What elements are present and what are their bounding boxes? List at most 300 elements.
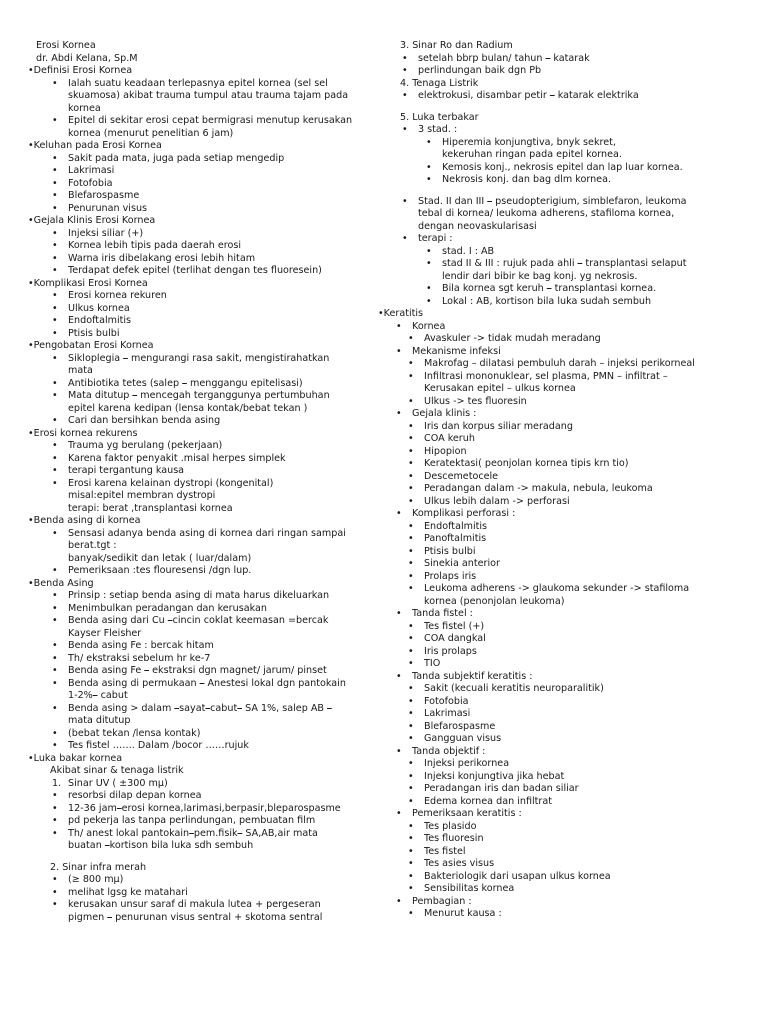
line-text: terapi : xyxy=(418,233,453,244)
text-line xyxy=(378,321,750,334)
text-line xyxy=(378,124,750,137)
line-text: Edema kornea dan infiltrat xyxy=(424,795,552,807)
line-text: Tanda subjektif keratitis : xyxy=(412,670,533,682)
text-line xyxy=(378,746,750,759)
bullet-marker: • xyxy=(408,770,414,782)
text-line xyxy=(378,733,750,746)
line-text: Panoftalmitis xyxy=(424,533,487,544)
line-text: Mata ditutup ⎯ mencegah terganggunya pertumbuhan xyxy=(68,390,330,401)
text-line xyxy=(28,653,370,666)
text-line xyxy=(378,258,750,271)
section-heading xyxy=(28,65,370,78)
bullet-marker: • xyxy=(396,608,402,619)
line-text: pigmen ⎯ penurunan visus sentral + skotoma sentral xyxy=(68,911,323,923)
line-text: stad II & III : rujuk pada ahli ⎯ transplantasi selaput xyxy=(442,258,687,269)
text-line xyxy=(378,358,750,371)
line-text: Kayser Fleisher xyxy=(68,627,142,639)
text-line xyxy=(378,196,750,209)
bullet-marker: • xyxy=(52,440,58,451)
line-text: Iris prolaps xyxy=(424,645,477,657)
text-line xyxy=(28,390,370,403)
bullet-marker: • xyxy=(396,895,402,907)
bullet-marker: • xyxy=(408,433,414,444)
text-line xyxy=(378,271,750,284)
text-line xyxy=(378,283,750,296)
line-text: setelah bbrp bulan/ tahun ⎯ katarak xyxy=(418,52,590,64)
text-line xyxy=(28,603,370,616)
bullet-marker: • xyxy=(52,315,58,326)
text-line xyxy=(378,608,750,621)
bullet-marker: • xyxy=(402,195,408,207)
bullet-marker: • xyxy=(52,415,58,426)
line-text: •Keluhan pada Erosi Kornea xyxy=(28,140,162,151)
bullet-marker: • xyxy=(52,565,58,576)
bullet-marker: • xyxy=(52,652,58,664)
bullet-marker: • xyxy=(408,420,414,432)
text-line xyxy=(28,440,370,453)
text-line xyxy=(378,596,750,609)
bullet-marker: • xyxy=(52,452,58,464)
line-text: mata ditutup xyxy=(68,715,131,726)
text-line xyxy=(28,615,370,628)
line-text: resorbsi dilap depan kornea xyxy=(68,790,202,801)
line-text: Fotofobia xyxy=(68,177,113,189)
line-text: Komplikasi perforasi : xyxy=(412,508,516,519)
bullet-marker: • xyxy=(408,583,414,594)
text-line xyxy=(378,858,750,871)
bullet-marker: • xyxy=(52,152,58,164)
text-line xyxy=(378,496,750,509)
text-line xyxy=(28,453,370,466)
line-text: Bila kornea sgt keruh ⎯ transplantasi kornea. xyxy=(442,283,657,294)
bullet-marker: • xyxy=(408,395,414,407)
bullet-marker: • xyxy=(408,620,414,632)
text-line xyxy=(378,246,750,259)
text-line xyxy=(28,40,370,53)
line-text: •Benda asing di kornea xyxy=(28,515,141,526)
text-line xyxy=(28,565,370,578)
text-line xyxy=(28,887,370,900)
line-text: buatan ⎯kortison bila luka sdh sembuh xyxy=(68,840,254,851)
bullet-marker: • xyxy=(52,377,58,389)
text-line xyxy=(378,208,750,221)
text-line xyxy=(28,153,370,166)
line-text: Tes fistel xyxy=(424,845,466,857)
bullet-marker: • xyxy=(52,177,58,189)
bullet-marker: 1. xyxy=(52,777,62,789)
bullet-marker: • xyxy=(408,545,414,557)
line-text: Th/ ekstraksi sebelum hr ke-7 xyxy=(68,652,211,664)
line-text: Lakrimasi xyxy=(68,165,115,176)
line-text: Th/ anest lokal pantokain⎯pem.fisik⎯ SA,AB,air mata xyxy=(68,827,318,839)
bullet-marker: • xyxy=(408,683,414,694)
line-text: Kerusakan epitel – ulkus kornea xyxy=(424,383,576,394)
bullet-marker: • xyxy=(408,370,414,382)
bullet-marker: • xyxy=(52,702,58,714)
bullet-marker: • xyxy=(408,483,414,494)
text-line xyxy=(28,53,370,66)
line-text: Endoftalmitis xyxy=(68,315,132,326)
line-text: Tes fluoresin xyxy=(424,833,484,844)
text-line xyxy=(378,174,750,187)
text-line xyxy=(378,583,750,596)
line-text: Sakit pada mata, juga pada setiap mengedip xyxy=(68,152,285,164)
line-text: Endoftalmitis xyxy=(424,520,488,532)
bullet-marker: • xyxy=(52,665,58,676)
bullet-marker: • xyxy=(408,333,414,344)
line-text: 5. Luka terbakar xyxy=(400,111,479,123)
text-line xyxy=(378,521,750,534)
line-text: Benda asing > dalam ⎯sayat⎯cabut⎯ SA 1%, salep AB ⎯ xyxy=(68,702,332,714)
text-line xyxy=(28,203,370,216)
text-line xyxy=(28,353,370,366)
text-line xyxy=(378,771,750,784)
bullet-marker: • xyxy=(408,833,414,844)
text-line xyxy=(28,862,370,875)
text-line xyxy=(378,78,750,91)
bullet-marker: • xyxy=(52,815,58,826)
line-text: Cari dan bersihkan benda asing xyxy=(68,415,221,426)
line-text: Nekrosis konj. dan bag dlm kornea. xyxy=(442,174,612,185)
line-text: 1-2%⎯ cabut xyxy=(68,690,128,701)
text-line xyxy=(378,721,750,734)
bullet-marker: • xyxy=(52,615,58,626)
bullet-marker: • xyxy=(52,677,58,689)
text-line xyxy=(28,874,370,887)
line-text: Tes plasido xyxy=(424,820,477,832)
line-text: dr. Abdi Kelana, Sp.M xyxy=(36,52,138,64)
text-line xyxy=(28,465,370,478)
bullet-marker: • xyxy=(402,90,408,101)
line-text: (≥ 800 mµ) xyxy=(68,874,124,885)
text-line xyxy=(378,65,750,78)
text-line xyxy=(28,290,370,303)
line-text: Penurunan visus xyxy=(68,202,148,214)
line-text: Pembagian : xyxy=(412,895,472,907)
text-line xyxy=(28,740,370,753)
bullet-marker: • xyxy=(408,783,414,794)
line-text: terapi tergantung kausa xyxy=(68,465,185,476)
text-line xyxy=(378,221,750,234)
line-text: Warna iris dibelakang erosi lebih hitam xyxy=(68,252,256,264)
text-line xyxy=(378,908,750,921)
line-text: Tes asies visus xyxy=(424,858,495,869)
bullet-marker: • xyxy=(408,870,414,882)
line-text: COA keruh xyxy=(424,433,475,444)
bullet-marker: • xyxy=(408,633,414,644)
bullet-marker: • xyxy=(396,508,402,519)
line-text: Sensasi adanya benda asing di kornea dari ringan sampai xyxy=(68,527,346,539)
text-line xyxy=(28,78,370,91)
text-line xyxy=(378,446,750,459)
line-text: Stad. II dan III ⎯ pseudopterigium, simblefaron, leukoma xyxy=(418,195,687,207)
text-line xyxy=(378,821,750,834)
line-text: 2. Sinar infra merah xyxy=(50,861,147,873)
text-line xyxy=(28,128,370,141)
line-text: Mekanisme infeksi xyxy=(412,345,501,357)
bullet-marker: • xyxy=(408,883,414,894)
line-text: dengan neovaskularisasi xyxy=(418,220,537,232)
text-line xyxy=(378,162,750,175)
line-text: terapi: berat ,transplantasi kornea xyxy=(68,502,233,514)
text-line xyxy=(28,190,370,203)
line-text: Gejala klinis : xyxy=(412,408,477,419)
bullet-marker: • xyxy=(52,327,58,339)
text-line xyxy=(28,640,370,653)
text-line xyxy=(28,228,370,241)
line-text: Infiltrasi mononuklear, sel plasma, PMN – infiltrat – xyxy=(424,370,668,382)
line-text: Prolaps iris xyxy=(424,570,477,582)
text-line xyxy=(28,478,370,491)
text-line xyxy=(378,621,750,634)
text-line xyxy=(28,690,370,703)
line-text: melihat lgsg ke matahari xyxy=(68,886,188,898)
bullet-marker: • xyxy=(408,470,414,482)
text-line xyxy=(28,703,370,716)
text-line xyxy=(378,696,750,709)
text-line xyxy=(378,90,750,103)
line-text: Injeksi siliar (+) xyxy=(68,227,144,239)
line-text: kornea (menurut penelitian 6 jam) xyxy=(68,127,234,139)
bullet-marker: • xyxy=(408,495,414,507)
line-text: Peradangan iris dan badan siliar xyxy=(424,783,579,794)
bullet-marker: • xyxy=(52,874,58,885)
text-line xyxy=(28,403,370,416)
text-line xyxy=(28,490,370,503)
text-line xyxy=(28,899,370,912)
text-line xyxy=(28,778,370,791)
line-text: banyak/sedikit dan letak ( luar/dalam) xyxy=(68,552,252,564)
line-text: Blefarospasme xyxy=(68,190,140,201)
bullet-marker: • xyxy=(408,733,414,744)
bullet-marker: • xyxy=(52,302,58,314)
line-text: Benda asing di permukaan ⎯ Anestesi lokal dgn pantokain xyxy=(68,677,346,689)
text-line xyxy=(28,790,370,803)
bullet-marker: • xyxy=(52,602,58,614)
text-line xyxy=(378,833,750,846)
text-line xyxy=(28,540,370,553)
line-text: Leukoma adherens -> glaukoma sekunder -> stafiloma xyxy=(424,583,690,594)
text-line xyxy=(28,378,370,391)
text-line xyxy=(28,503,370,516)
text-line xyxy=(28,415,370,428)
line-text: 12-36 jam⎯erosi kornea,larimasi,berpasir,bleparospasme xyxy=(68,802,341,814)
text-line xyxy=(378,408,750,421)
line-text: Tanda fistel : xyxy=(412,608,473,619)
bullet-marker: • xyxy=(52,240,58,251)
line-text: Ulkus kornea xyxy=(68,302,130,314)
text-line xyxy=(378,433,750,446)
line-text: Benda asing dari Cu ⎯cincin coklat keemasan =bercak xyxy=(68,615,329,626)
bullet-marker: • xyxy=(408,695,414,707)
line-text: Fotofobia xyxy=(424,695,469,707)
section-heading xyxy=(378,308,750,321)
line-text: 4. Tenaga Listrik xyxy=(400,77,479,89)
line-text: mata xyxy=(68,365,93,376)
bullet-marker: • xyxy=(52,352,58,364)
bullet-marker: • xyxy=(52,827,58,839)
text-line xyxy=(378,571,750,584)
bullet-marker: • xyxy=(52,290,58,301)
bullet-marker: • xyxy=(408,520,414,532)
right-column xyxy=(378,40,750,921)
bullet-marker: • xyxy=(408,758,414,769)
section-heading xyxy=(28,140,370,153)
text-line xyxy=(378,558,750,571)
line-text: •Pengobatan Erosi Kornea xyxy=(28,340,154,351)
text-line xyxy=(378,383,750,396)
text-line xyxy=(28,240,370,253)
bullet-marker: • xyxy=(408,820,414,832)
line-text: Menurut kausa : xyxy=(424,908,502,919)
line-text: Pemeriksaan keratitis : xyxy=(412,808,522,819)
bullet-marker: • xyxy=(408,858,414,869)
bullet-marker: • xyxy=(408,445,414,457)
bullet-marker: • xyxy=(52,190,58,201)
bullet-marker: • xyxy=(402,233,408,244)
text-line xyxy=(378,233,750,246)
line-text: tebal di kornea/ leukoma adherens, stafiloma kornea, xyxy=(418,208,675,219)
bullet-marker: • xyxy=(52,115,58,126)
line-text: Sinar UV ( ±300 mµ) xyxy=(68,777,168,789)
bullet-marker: • xyxy=(408,908,414,919)
text-line xyxy=(378,346,750,359)
text-line xyxy=(378,333,750,346)
bullet-marker: • xyxy=(396,745,402,757)
line-text: kornea (penonjolan leukoma) xyxy=(424,595,565,607)
line-text: Iris dan korpus siliar meradang xyxy=(424,420,573,432)
text-line xyxy=(28,365,370,378)
bullet-marker: • xyxy=(426,161,432,173)
bullet-marker: • xyxy=(52,527,58,539)
line-text: Terdapat defek epitel (terlihat dengan tes fluoresein) xyxy=(68,265,322,276)
text-line xyxy=(28,103,370,116)
bullet-marker: • xyxy=(52,640,58,651)
line-text: Kornea xyxy=(412,320,446,332)
line-text: perlindungan baik dgn Pb xyxy=(418,65,542,76)
line-text: •Gejala Klinis Erosi Kornea xyxy=(28,215,156,226)
text-line xyxy=(28,315,370,328)
text-line xyxy=(378,671,750,684)
line-text: Gangguan visus xyxy=(424,733,502,744)
line-text: Ulkus -> tes fluoresin xyxy=(424,395,527,407)
line-text: Blefarospasme xyxy=(424,720,496,732)
text-line xyxy=(378,683,750,696)
text-line xyxy=(28,628,370,641)
text-line xyxy=(378,533,750,546)
line-text: Antibiotika tetes (salep ⎯ menggangu epitelisasi) xyxy=(68,377,303,389)
line-text: Karena faktor penyakit .misal herpes simplek xyxy=(68,452,286,464)
line-text: Bakteriologik dari usapan ulkus kornea xyxy=(424,870,611,882)
text-line xyxy=(28,590,370,603)
section-heading xyxy=(28,753,370,766)
bullet-marker: • xyxy=(52,202,58,214)
spacer xyxy=(378,187,750,196)
line-text: kekeruhan ringan pada epitel kornea. xyxy=(442,149,622,160)
bullet-marker: • xyxy=(52,390,58,401)
line-text: COA dangkal xyxy=(424,633,486,644)
bullet-marker: • xyxy=(426,258,432,269)
text-line xyxy=(28,303,370,316)
text-line xyxy=(28,328,370,341)
line-text: kornea xyxy=(68,102,101,114)
text-line xyxy=(378,658,750,671)
line-text: kerusakan unsur saraf di makula lutea + pergeseran xyxy=(68,899,321,910)
bullet-marker: • xyxy=(52,227,58,239)
bullet-marker: • xyxy=(52,265,58,276)
text-line xyxy=(378,883,750,896)
line-text: Hipopion xyxy=(424,445,467,457)
text-line xyxy=(28,253,370,266)
section-heading xyxy=(28,215,370,228)
text-line xyxy=(28,553,370,566)
line-text: Sakit (kecuali keratitis neuroparalitik) xyxy=(424,683,604,694)
text-line xyxy=(378,149,750,162)
line-text: (bebat tekan /lensa kontak) xyxy=(68,727,201,739)
bullet-marker: • xyxy=(408,358,414,369)
bullet-marker: • xyxy=(408,533,414,544)
line-text: misal:epitel membran dystropi xyxy=(68,490,216,501)
bullet-marker: • xyxy=(426,136,432,148)
text-line xyxy=(378,112,750,125)
line-text: Injeksi perikornea xyxy=(424,758,510,769)
line-text: Menimbulkan peradangan dan kerusakan xyxy=(68,602,267,614)
line-text: •Erosi kornea rekurens xyxy=(28,427,138,439)
bullet-marker: • xyxy=(52,740,58,751)
line-text: Pemeriksaan :tes flouresensi /dgn lup. xyxy=(68,565,252,576)
bullet-marker: • xyxy=(52,77,58,89)
spacer xyxy=(378,103,750,112)
text-line xyxy=(378,646,750,659)
bullet-marker: • xyxy=(426,295,432,307)
line-text: 3. Sinar Ro dan Radium xyxy=(400,40,513,51)
line-text: Erosi kornea rekuren xyxy=(68,290,167,301)
bullet-marker: • xyxy=(52,590,58,601)
section-heading xyxy=(28,428,370,441)
bullet-marker: • xyxy=(402,124,408,135)
bullet-marker: • xyxy=(408,708,414,719)
line-text: elektrokusi, disambar petir ⎯ katarak elektrika xyxy=(418,90,639,101)
text-line xyxy=(378,508,750,521)
line-text: Avaskuler -> tidak mudah meradang xyxy=(424,333,601,344)
line-text: Lokal : AB, kortison bila luka sudah sembuh xyxy=(442,295,652,307)
text-line xyxy=(28,803,370,816)
section-heading xyxy=(28,515,370,528)
left-column xyxy=(28,40,370,924)
line-text: Tes fistel (+) xyxy=(424,620,485,632)
line-text: Kornea lebih tipis pada daerah erosi xyxy=(68,240,242,251)
text-line xyxy=(28,912,370,925)
text-line xyxy=(378,758,750,771)
text-line xyxy=(28,115,370,128)
line-text: berat.tgt : xyxy=(68,540,117,551)
bullet-marker: • xyxy=(52,252,58,264)
line-text: epitel karena kedipan (lensa kontak/bebat tekan ) xyxy=(68,402,308,414)
section-heading xyxy=(28,278,370,291)
line-text: pd pekerja las tanpa perlindungan, pembuatan film xyxy=(68,815,316,826)
line-text: Keratektasi( peonjolan kornea tipis krn tio) xyxy=(424,458,629,469)
text-line xyxy=(378,846,750,859)
bullet-marker: • xyxy=(402,52,408,64)
text-line xyxy=(378,633,750,646)
line-text: Sensibilitas kornea xyxy=(424,883,515,894)
line-text: Lakrimasi xyxy=(424,708,471,719)
line-text: Makrofag – dilatasi pembuluh darah – injeksi perikorneal xyxy=(424,358,695,369)
bullet-marker: • xyxy=(426,245,432,257)
text-line xyxy=(378,53,750,66)
bullet-marker: • xyxy=(408,645,414,657)
line-text: lendir dari bibir ke bag konj. yg nekrosis. xyxy=(442,270,638,282)
